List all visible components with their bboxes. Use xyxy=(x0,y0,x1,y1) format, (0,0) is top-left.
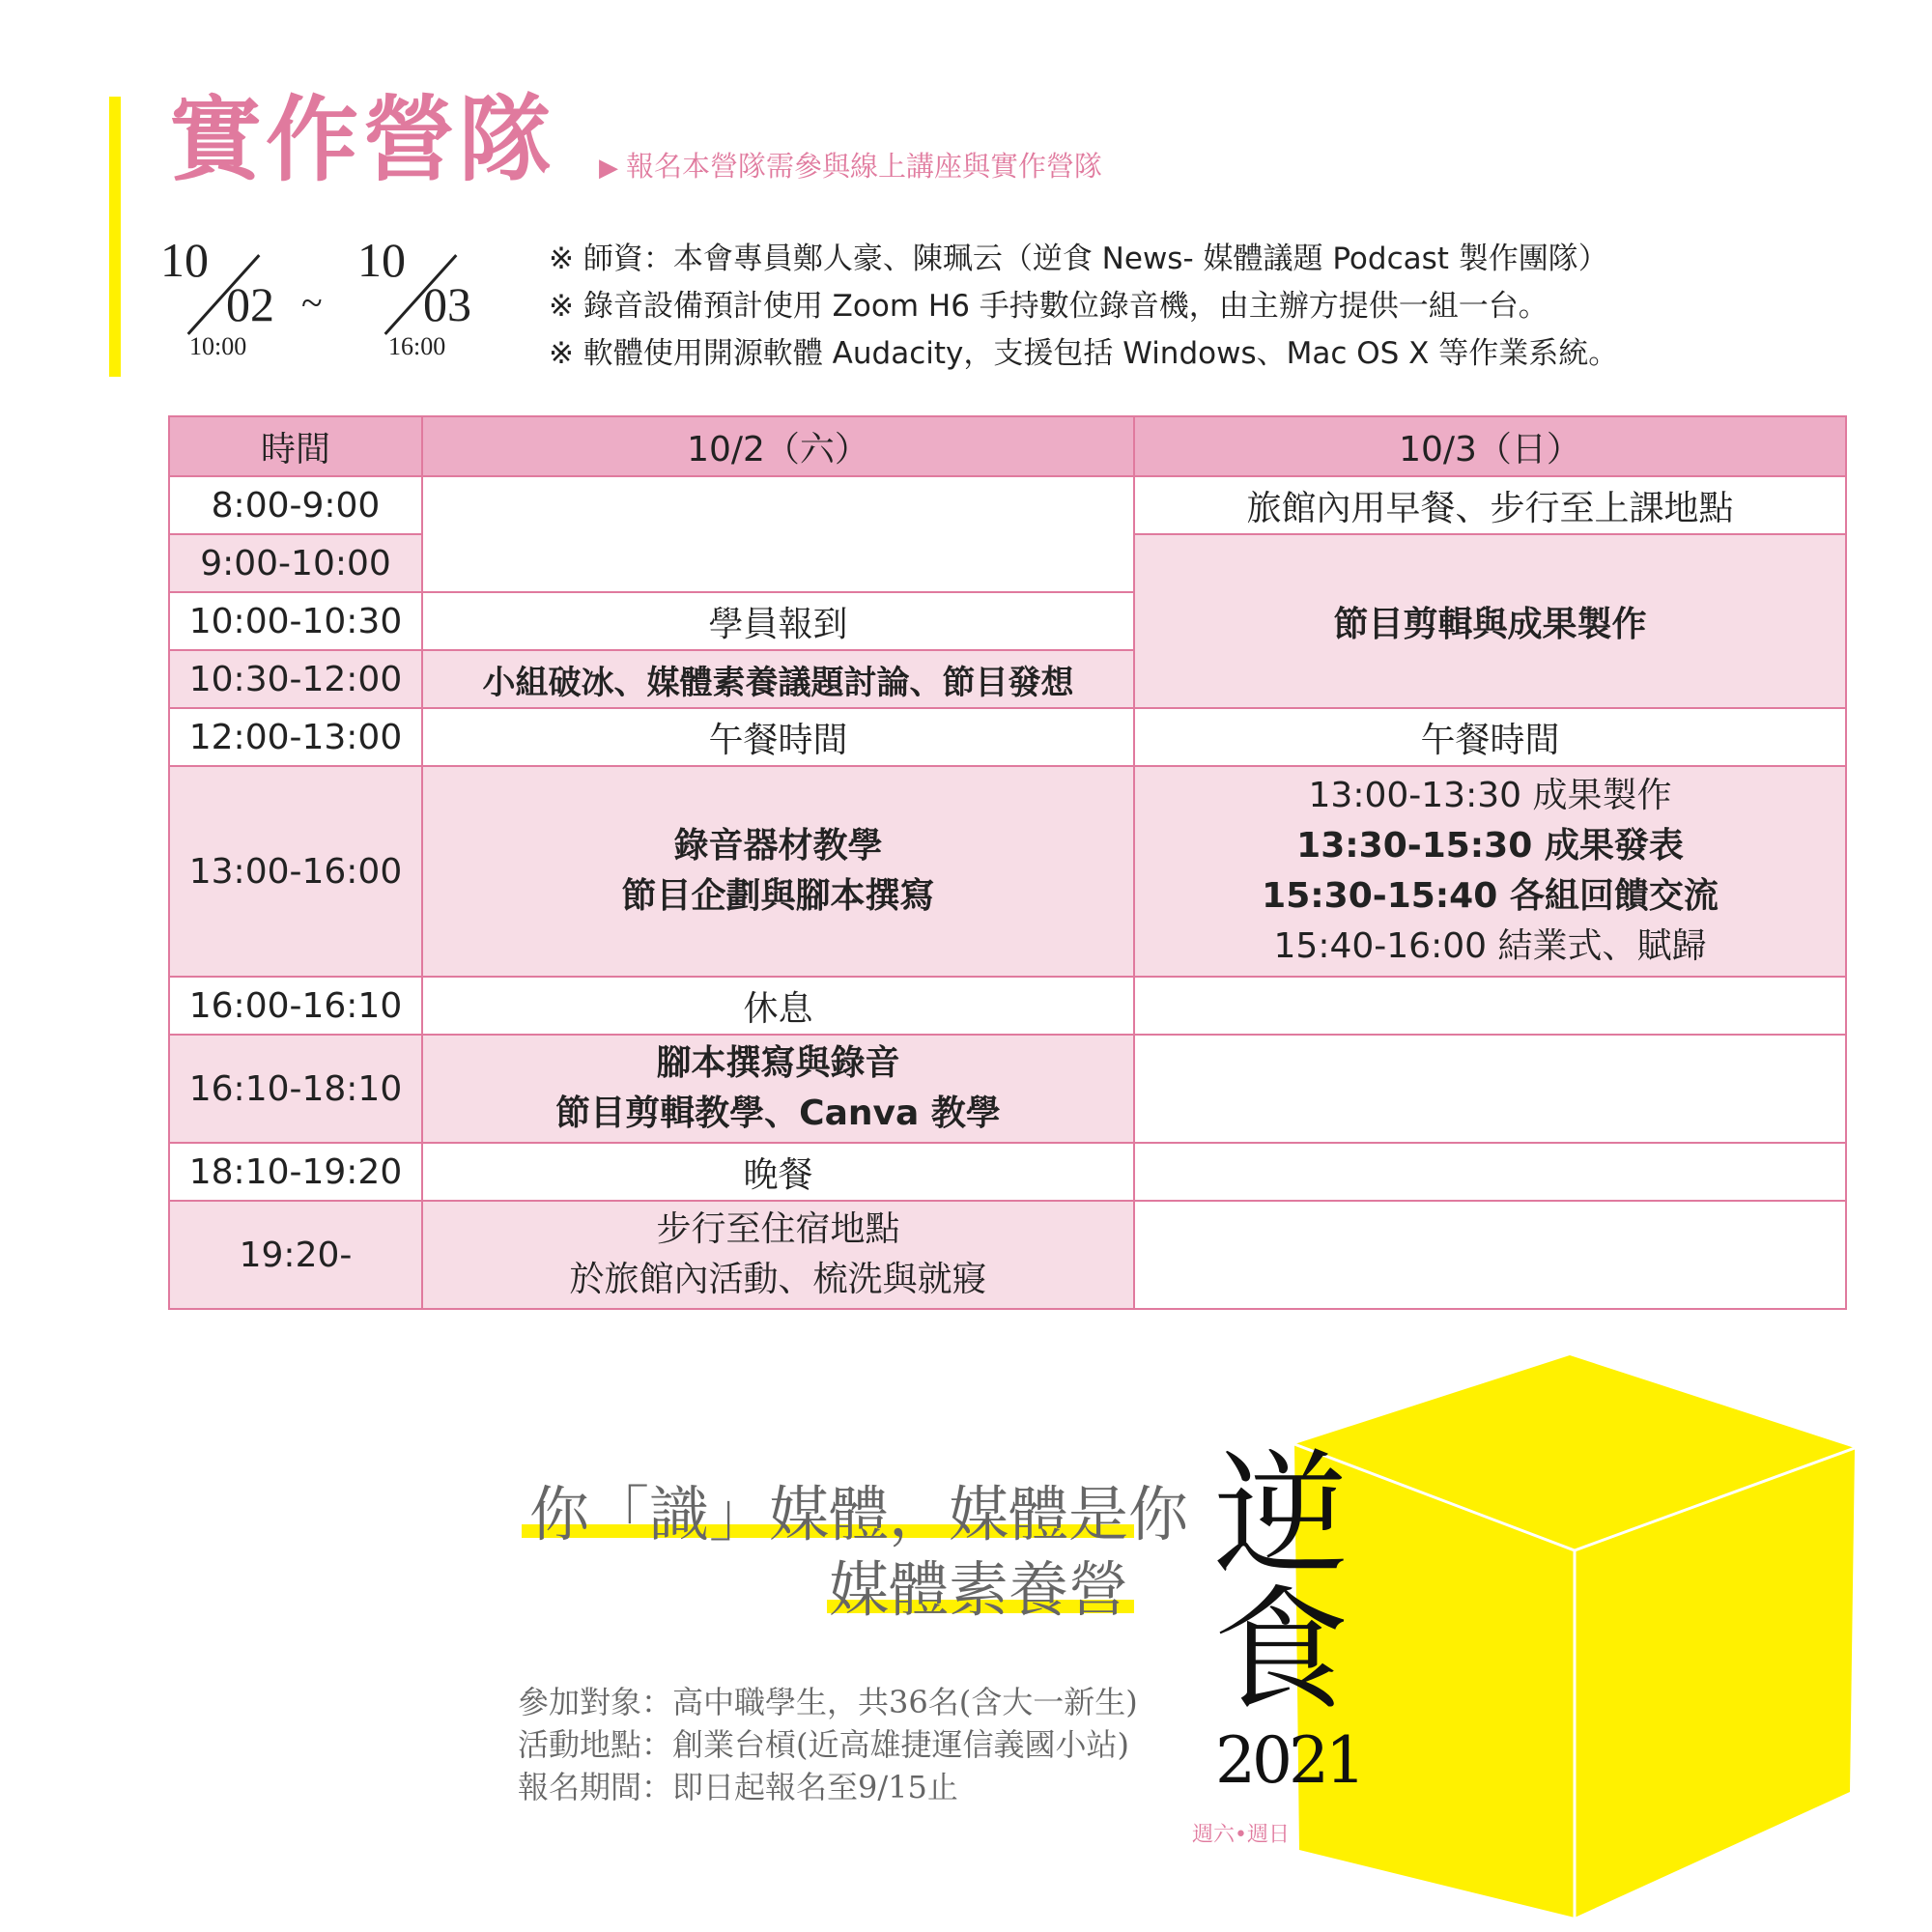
triangle-icon: ▶ xyxy=(599,154,618,183)
logo-weekday: 週六•週日 xyxy=(1192,1823,1290,1847)
day1-break: 休息 xyxy=(422,977,1134,1035)
logo-year: 2021 xyxy=(1215,1723,1362,1798)
info-registration: 報名期間：即日起報名至9/15止 xyxy=(518,1769,958,1805)
cell-line: 腳本撰寫與錄音 xyxy=(656,1043,900,1083)
subtitle xyxy=(599,145,1102,185)
note-software: ※ 軟體使用開源軟體 Audacity，支援包括 Windows、Mac OS X 等作業系統。 xyxy=(549,336,1619,371)
table-row xyxy=(169,476,1846,534)
end-month: 10 xyxy=(357,233,406,287)
accent-bar xyxy=(109,97,121,377)
info-location: 活動地點：創業台槓(近高雄捷運信義國小站) xyxy=(518,1726,1129,1763)
table-row xyxy=(169,1143,1846,1201)
day1-icebreak: 小組破冰、媒體素養議題討論、節目發想 xyxy=(422,650,1134,708)
time-cell: 12:00-13:00 xyxy=(169,708,422,766)
time-cell: 8:00-9:00 xyxy=(169,476,422,534)
logo-char-1: 逆 xyxy=(1213,1437,1350,1595)
yellow-cube-graphic xyxy=(1285,1348,1884,1927)
day2-afternoon xyxy=(1134,766,1846,977)
day2-empty-cell xyxy=(1134,1035,1846,1143)
cell-line: 15:30-15:40 各組回饋交流 xyxy=(1262,876,1719,916)
header-day1: 10/2（六） xyxy=(422,416,1134,476)
header-time: 時間 xyxy=(169,416,422,476)
start-day: 02 xyxy=(226,277,274,331)
start-date xyxy=(160,232,305,367)
day2-breakfast: 旅館內用早餐、步行至上課地點 xyxy=(1134,476,1846,534)
note-instructors: ※ 師資：本會專員鄭人豪、陳珮云（逆食 News- 媒體議題 Podcast 製作團隊） xyxy=(549,242,1608,276)
page-title: 實作營隊 xyxy=(169,85,555,194)
cell-line: 13:00-13:30 成果製作 xyxy=(1308,776,1672,815)
time-cell: 19:20- xyxy=(169,1201,422,1309)
day2-lunch: 午餐時間 xyxy=(1134,708,1846,766)
cell-line: 節目剪輯教學、Canva 教學 xyxy=(555,1094,1001,1133)
table-header-row xyxy=(169,416,1846,476)
time-cell: 13:00-16:00 xyxy=(169,766,422,977)
info-target: 參加對象：高中職學生，共36名(含大一新生) xyxy=(518,1684,1138,1720)
time-cell: 10:30-12:00 xyxy=(169,650,422,708)
day2-empty-cell xyxy=(1134,1143,1846,1201)
day1-empty-cell xyxy=(422,476,1134,592)
logo-char-2: 食 xyxy=(1213,1573,1350,1730)
table-row xyxy=(169,1201,1846,1309)
table-row xyxy=(169,1035,1846,1143)
day1-evening xyxy=(422,1035,1134,1143)
day2-empty-cell xyxy=(1134,1201,1846,1309)
table-row xyxy=(169,977,1846,1035)
time-cell: 16:00-16:10 xyxy=(169,977,422,1035)
day1-afternoon xyxy=(422,766,1134,977)
notes xyxy=(549,236,1618,378)
day1-checkin: 學員報到 xyxy=(422,592,1134,650)
day1-dinner: 晚餐 xyxy=(422,1143,1134,1201)
date-separator: ~ xyxy=(301,281,323,325)
slogan-line1: 你「識」媒體，媒體是你 xyxy=(529,1479,1189,1549)
cell-line: 15:40-16:00 結業式、賦歸 xyxy=(1273,926,1707,966)
end-day: 03 xyxy=(423,277,471,331)
cell-line: 於旅館內活動、梳洗與就寢 xyxy=(569,1260,987,1299)
day2-morning: 節目剪輯與成果製作 xyxy=(1134,534,1846,708)
header-day2: 10/3（日） xyxy=(1134,416,1846,476)
time-cell: 16:10-18:10 xyxy=(169,1035,422,1143)
slogan-line2: 媒體素養營 xyxy=(829,1554,1129,1625)
cell-line: 節目企劃與腳本撰寫 xyxy=(621,876,935,916)
note-equipment: ※ 錄音設備預計使用 Zoom H6 手持數位錄音機，由主辦方提供一組一台。 xyxy=(549,289,1548,324)
cell-line: 錄音器材教學 xyxy=(673,826,883,866)
table-row xyxy=(169,708,1846,766)
end-time: 16:00 xyxy=(388,332,446,360)
time-cell: 10:00-10:30 xyxy=(169,592,422,650)
day1-night xyxy=(422,1201,1134,1309)
start-time: 10:00 xyxy=(189,332,247,360)
cell-line: 13:30-15:30 成果發表 xyxy=(1296,826,1684,866)
subtitle-text: 報名本營隊需參與線上講座與實作營隊 xyxy=(626,150,1103,183)
day1-lunch: 午餐時間 xyxy=(422,708,1134,766)
time-cell: 18:10-19:20 xyxy=(169,1143,422,1201)
time-cell: 9:00-10:00 xyxy=(169,534,422,592)
start-month: 10 xyxy=(160,233,209,287)
day2-empty-cell xyxy=(1134,977,1846,1035)
event-info xyxy=(518,1681,1138,1808)
cell-line: 步行至住宿地點 xyxy=(656,1209,900,1249)
table-row xyxy=(169,766,1846,977)
end-date xyxy=(357,232,502,367)
schedule-table xyxy=(168,415,1847,1310)
